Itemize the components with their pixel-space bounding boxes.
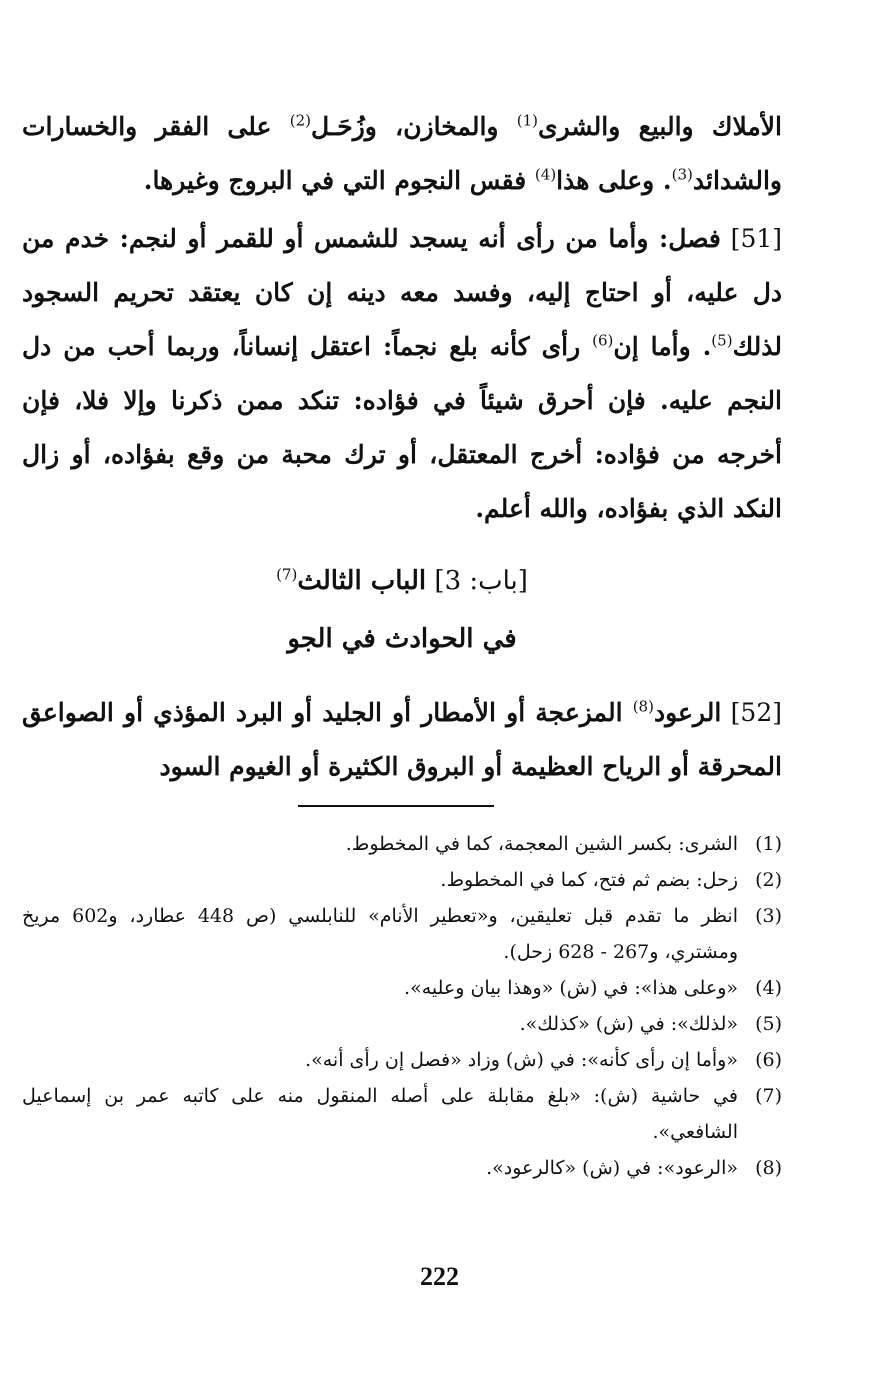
footnote-number: (3) — [755, 905, 782, 927]
text-run: . وأما إن — [613, 332, 712, 361]
body-text — [22, 100, 782, 536]
chapter-title-line — [22, 552, 782, 610]
main-text — [22, 100, 782, 794]
text-run: المزعجة أو الأمطار أو الجليد أو البرد المؤذي أو الصواعق المحرقة أو الرياح العظيمة أو البروق الكثيرة أو الغيوم السود — [22, 698, 782, 781]
footnote-number: (5) — [755, 1013, 782, 1035]
footnote-ref[interactable]: (1) — [516, 111, 539, 130]
paragraph-52 — [22, 686, 782, 794]
footnote-ref[interactable]: (5) — [711, 331, 733, 350]
footnote-item — [22, 970, 782, 1006]
footnote-text: «الرعود»: في (ش) «كالرعود». — [486, 1157, 738, 1179]
chapter-heading — [22, 552, 782, 668]
footnote-text: «وأما إن رأى كأنه»: في (ش) وزاد «فصل إن رأى أنه». — [305, 1049, 738, 1071]
footnote-number: (7) — [755, 1085, 782, 1107]
footnote-ref[interactable]: (7) — [276, 565, 298, 584]
footnote-text: الشرى: بكسر الشين المعجمة، كما في المخطوط. — [345, 833, 738, 855]
footnotes — [22, 826, 782, 1186]
paragraph-number: [51] — [720, 224, 783, 253]
footnote-item — [22, 1042, 782, 1078]
footnote-number: (8) — [755, 1157, 782, 1179]
footnote-item — [22, 1150, 782, 1186]
text-run: والمخازن، وزُحَـل — [311, 112, 517, 141]
footnote-number: (6) — [755, 1049, 782, 1071]
footnote-item — [22, 1078, 782, 1150]
chapter-title: الباب الثالث — [297, 566, 427, 596]
footnote-text: «لذلك»: في (ش) «كذلك». — [519, 1013, 738, 1035]
text-run: وأما من رأى أنه يسجد للشمس أو للقمر أو لنجم: خدم من دل عليه، أو احتاج إليه، وفسد معه دينه إن كان يعتقد تحريم السجود لذلك — [22, 224, 782, 361]
chapter-number: [باب: 3] — [426, 566, 528, 596]
footnote-text: زحل: بضم ثم فتح، كما في المخطوط. — [440, 869, 738, 891]
footnote-item — [22, 1006, 782, 1042]
section-lead: فصل: — [648, 224, 721, 253]
text-run: فقس النجوم التي في البروج وغيرها. — [143, 166, 535, 195]
footnote-ref[interactable]: (4) — [534, 165, 557, 184]
footnote-ref[interactable]: (6) — [592, 331, 614, 350]
footnote-number: (1) — [755, 833, 782, 855]
footnote-number: (2) — [755, 869, 782, 891]
footnote-ref[interactable]: (8) — [632, 697, 654, 716]
body-text-2 — [22, 686, 782, 794]
footnote-text: «وعلى هذا»: في (ش) «وهذا بيان وعليه». — [404, 977, 738, 999]
text-run: الرعود — [653, 698, 722, 727]
page-number: 222 — [420, 1262, 459, 1291]
footnote-text: في حاشية (ش): «بلغ مقابلة على أصله المنقول منه على كاتبه عمر بن إسماعيل الشافعي». — [22, 1085, 738, 1143]
paragraph-51 — [22, 212, 782, 536]
text-run: . وعلى هذا — [556, 166, 672, 195]
footnote-separator — [298, 805, 494, 807]
footnote-item — [22, 898, 782, 970]
footnote-item — [22, 826, 782, 862]
footnote-ref[interactable]: (3) — [671, 165, 693, 184]
text-run: رأى كأنه بلع نجماً: اعتقل إنساناً، وربما أحب من دل النجم عليه. فإن أحرق شيئاً في فؤاده: تنكد ممن ذكرنا وإلا فلا، فإن أخرجه من فؤاده: أخرج المعتقل، أو ترك محبة من وقع بفؤاده، أو زال النكد الذي بفؤاده، والله أعلم. — [22, 332, 782, 523]
chapter-subtitle: في الحوادث في الجو — [287, 624, 517, 654]
paragraph-number: [52] — [721, 698, 782, 727]
footnote-number: (4) — [755, 977, 782, 999]
footnote-ref[interactable]: (2) — [289, 111, 311, 130]
paragraph-1 — [22, 100, 782, 208]
text-run: على الفقر والخسارات والشدائد — [22, 112, 782, 195]
footnote-text: انظر ما تقدم قبل تعليقين، و«تعطير الأنام» للنابلسي (ص 448 عطارد، و602 مريخ ومشتري، و267 - 628 زحل). — [22, 905, 738, 963]
text-run: الأملاك والبيع والشرى — [538, 112, 782, 141]
footnote-item — [22, 862, 782, 898]
